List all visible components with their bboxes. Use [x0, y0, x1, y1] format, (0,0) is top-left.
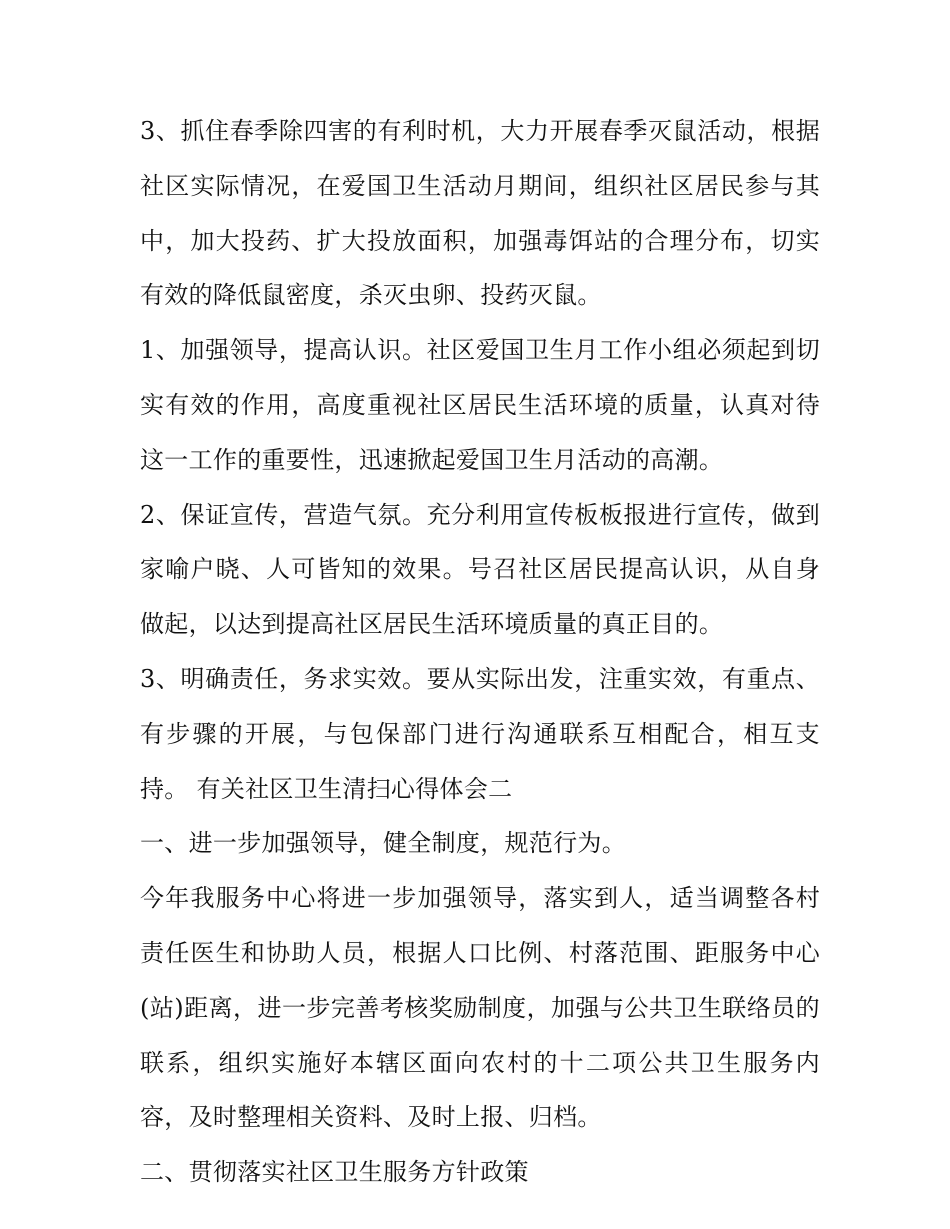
section-heading-two: 二、贯彻落实社区卫生服务方针政策	[140, 1158, 529, 1187]
paragraph-spring-rodent-control: 3、抓住春季除四害的有利时机，大力开展春季灭鼠活动，根据社区实际情况，在爱国卫生活动月期间，组织社区居民参与其中，加大投药、扩大投放面积，加强毒饵站的合理分布，切实有效的降低鼠密度，杀灭虫卵、投药灭鼠。	[140, 117, 820, 310]
document-body	[140, 104, 820, 1200]
paragraph-responsibility: 3、明确责任，务求实效。要从实际出发，注重实效，有重点、有步骤的开展，与包保部门进行沟通联系互相配合，相互支持。 有关社区卫生清扫心得体会二	[140, 664, 820, 803]
paragraph-service-center: 今年我服务中心将进一步加强领导，落实到人，适当调整各村责任医生和协助人员，根据人口比例、村落范围、距服务中心(站)距离，进一步完善考核奖励制度，加强与公共卫生联络员的联系，组织实施好本辖区面向农村的十二项公共卫生服务内容，及时整理相关资料、及时上报、归档。	[140, 884, 820, 1132]
paragraph-publicity: 2、保证宣传，营造气氛。充分利用宣传板板报进行宣传，做到家喻户晓、人可皆知的效果。号召社区居民提高认识，从自身做起，以达到提高社区居民生活环境质量的真正目的。	[140, 500, 820, 639]
paragraph-strengthen-leadership: 1、加强领导，提高认识。社区爱国卫生月工作小组必须起到切实有效的作用，高度重视社区居民生活环境的质量，认真对待这一工作的重要性，迅速掀起爱国卫生月活动的高潮。	[140, 336, 820, 474]
section-heading-one: 一、进一步加强领导，健全制度，规范行为。	[140, 829, 626, 858]
